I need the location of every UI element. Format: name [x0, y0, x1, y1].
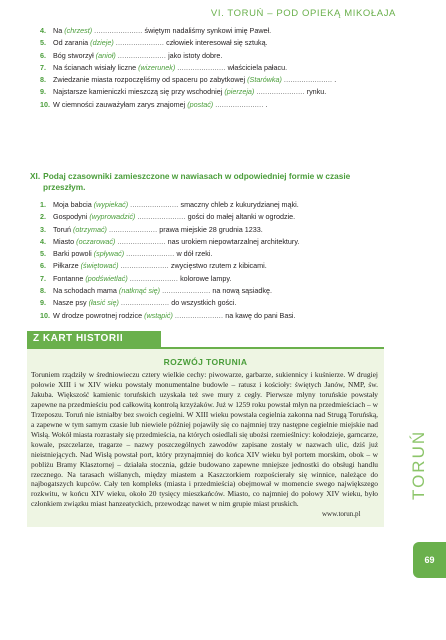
item-text-before: Fontanne [53, 273, 84, 283]
item-hint: (wypiekać) [93, 200, 129, 209]
item-text-after: na kawę do pani Basi. [225, 310, 296, 320]
answer-blank[interactable]: ...................... [174, 310, 224, 320]
exercise-item [40, 310, 299, 322]
item-hint: (natknąć się) [118, 286, 161, 296]
item-text-before: Moja babcia [53, 200, 92, 209]
item-number: 7. [40, 62, 46, 72]
answer-blank[interactable]: ...................... [130, 200, 179, 209]
item-text-after: . [265, 99, 268, 109]
history-box [27, 347, 384, 527]
exercise-item [40, 211, 299, 223]
exercise-item [40, 273, 299, 285]
history-title: ROZWÓJ TORUNIA [163, 357, 248, 367]
answer-blank[interactable]: ...................... [115, 38, 165, 48]
item-text-after: zwycięstwo rzutem z kibicami. [170, 261, 267, 271]
item-text-after: w dół rzeki. [176, 249, 213, 259]
answer-blank[interactable]: ...................... [117, 50, 167, 60]
item-hint: (spływać) [93, 249, 125, 259]
item-text-after: właściciela pałacu. [227, 62, 288, 72]
item-text-before: Od zarania [53, 38, 89, 48]
item-text-after: człowiek interesował się sztuką. [166, 38, 268, 48]
item-number: 9. [40, 87, 46, 97]
exercise-number: XI. [30, 171, 41, 181]
item-hint: (dzieje) [90, 38, 114, 48]
exercise-item [40, 285, 299, 297]
section-banner: Z KART HISTORII [27, 331, 161, 347]
item-text-before: Zwiedzanie miasta rozpoczęliśmy od spaceru po zabytkowej [53, 75, 246, 85]
item-hint: (postać) [187, 99, 214, 109]
exercise-title-line2: przeszłym. [43, 182, 86, 192]
item-number: 8. [40, 75, 46, 85]
item-number: 10. [40, 310, 50, 320]
item-text-after: rynku. [306, 87, 327, 97]
item-hint: (wstąpić) [144, 310, 173, 320]
exercise-item [40, 37, 336, 49]
item-text-before: Piłkarze [53, 261, 79, 271]
item-hint: (pierzeja) [224, 87, 255, 97]
answer-blank[interactable]: ...................... [94, 26, 143, 35]
exercise-item [40, 199, 299, 211]
item-number: 6. [40, 50, 46, 60]
item-text-before: Bóg stworzył [53, 50, 94, 60]
exercise-item [40, 224, 299, 236]
source-link[interactable]: www.torun.pl [322, 510, 361, 518]
item-text-before: Barki powoli [53, 249, 92, 259]
item-number: 4. [40, 26, 46, 35]
item-number: 3. [40, 224, 46, 234]
exercise-item [40, 62, 336, 74]
answer-blank[interactable]: ...................... [120, 298, 170, 308]
item-text-after: do wszystkich gości. [171, 298, 237, 308]
answer-blank[interactable]: ...................... [162, 286, 211, 296]
answer-blank[interactable]: ...................... [283, 75, 333, 85]
item-hint: (wizerunek) [138, 62, 176, 72]
item-text-after: prawa miejskie 28 grudnia 1233. [159, 224, 263, 234]
exercise-item [40, 99, 336, 111]
answer-blank[interactable]: ...................... [126, 249, 175, 259]
answer-blank[interactable]: ...................... [137, 212, 186, 222]
item-hint: (Starówka) [247, 75, 282, 85]
answer-blank[interactable]: ...................... [120, 261, 169, 271]
item-number: 2. [40, 212, 46, 222]
exercise-item [40, 50, 336, 62]
item-text-before: Na ścianach wisiały liczne [53, 62, 137, 72]
exercise-list-1 [40, 25, 337, 111]
page-number: 69 [413, 542, 446, 578]
answer-blank[interactable]: ...................... [108, 224, 158, 234]
item-hint: (chrzest) [64, 26, 93, 35]
item-hint: (anioł) [95, 50, 116, 60]
item-text-before: Na schodach mama [53, 286, 117, 296]
item-number: 4. [40, 236, 46, 246]
history-text: Toruniem rządziły w średniowieczu cztery wielkie cechy: piwowarze, garbarze, sukiennicy i kuśnierze. W drugiej połowie XIII i w XIV wieku powstały monumentalne budowle – ratusz i kościoły: świętych Janów, NMP, św. Jakuba. Większość kamienic toruńskich uzyskała też swe mury z cegły. Pierwsze młyny toruńskie powstały zapewne na przedmieściu pod całkowitą kontrolą krzyżaków. Już w 1259 roku powstał młyn na przedmieściach – w Trzeposzu. Toruń nie istniałby bez swoich cegielni. W XIII wieku powstała cegielnia zakonna nad Strugą Toruńską, a zapewne w tym samym czasie lub niewiele później pojawiły się co najmniej trzy następne cegielnie miejskie nad Wisłą. Wokół miasta rozrastały się przedmieścia, na których osiedlali się ubożsi rzemieślnicy: kołodzieje, garncarze, kowale, pszczelarze, tragarze – nazwy poszczególnych zawodów zapisane zostały w nazwach ulic, dziś już nieistniejących. Nad Wisłą powstał port, który przynajmniej do końca XIV wieku był portem morskim, obok – w pobliżu Bramy Klasztornej – działała stocznia, gdzie budowano zapewne mniejsze jednostki do obsługi handlu rzecznego. Na tarasach wiślanych, między miastem a Kaszczorkiem rozpościerały się winnice, należące do najbogatszych kupców. Cały ten kompleks (miasta i przedmieścia) obejmował w momencie swego największego rozkwitu, w końcu XIV wieku, około 20 tysięcy mieszkańców. Miasto, co najmniej do połowy XIV wieku, było członkiem związku miast hanzeatyckich, przewodząc nawet w nim grupie miast pruskich. [31, 370, 378, 509]
side-label: TORUŃ [409, 429, 428, 500]
exercise-item [40, 248, 299, 260]
item-number: 1. [40, 200, 46, 209]
exercise-item [40, 25, 336, 37]
item-text-after: kolorowe lampy. [180, 273, 232, 283]
item-hint: (otrzymać) [72, 224, 107, 234]
item-number: 7. [40, 273, 46, 283]
exercise-item [40, 236, 300, 248]
item-text-after: nas urokiem niepowtarzalnej architektury. [167, 236, 300, 246]
item-hint: (świętować) [80, 261, 119, 271]
item-number: 5. [40, 38, 46, 48]
exercise-title-line1: Podaj czasowniki zamieszczone w nawiasach w odpowiedniej formie w czasie [43, 171, 351, 181]
answer-blank[interactable]: ...................... [129, 273, 179, 283]
item-text-before: Gospodyni [53, 212, 88, 222]
item-text-after: na nową sąsiadkę. [212, 286, 272, 296]
page-header: VI. TORUŃ – POD OPIEKĄ MIKOŁAJA [210, 8, 396, 19]
item-text-before: Toruń [53, 224, 71, 234]
item-hint: (łasić się) [88, 298, 119, 308]
item-text-before: W drodze powrotnej rodzice [53, 310, 143, 320]
exercise-title [30, 171, 400, 193]
item-hint: (wyprowadzić) [89, 212, 136, 222]
item-number: 6. [40, 261, 46, 271]
item-text-before: Na [53, 26, 63, 35]
exercise-item [40, 260, 299, 272]
answer-blank[interactable]: ...................... [256, 87, 305, 97]
item-hint: (podświetlać) [85, 273, 128, 283]
item-text-after: gości do małej altanki w ogrodzie. [187, 212, 296, 222]
item-text-before: Nasze psy [53, 298, 87, 308]
item-text-after: jako istoty dobre. [168, 50, 223, 60]
item-hint: (oczarować) [76, 236, 116, 246]
item-number: 9. [40, 298, 46, 308]
exercise-item [40, 86, 336, 98]
answer-blank[interactable]: ...................... [215, 99, 264, 109]
item-number: 8. [40, 286, 46, 296]
answer-blank[interactable]: ...................... [117, 236, 166, 246]
exercise-list-2 [40, 199, 300, 322]
item-text-after: świętym nadaliśmy synkowi imię Paweł. [144, 26, 272, 35]
item-text-after: smaczny chleb z kukurydzianej mąki. [180, 200, 299, 209]
item-number: 5. [40, 249, 46, 259]
answer-blank[interactable]: ...................... [177, 62, 226, 72]
item-text-before: Najstarsze kamieniczki mieszczą się przy wschodniej [53, 87, 223, 97]
item-text-after: . [334, 75, 337, 85]
item-text-before: Miasto [53, 236, 75, 246]
exercise-item [40, 297, 299, 309]
exercise-item [40, 74, 337, 86]
item-text-before: W ciemności zauważyłam zarys znajomej [53, 99, 186, 109]
item-number: 10. [40, 99, 50, 109]
